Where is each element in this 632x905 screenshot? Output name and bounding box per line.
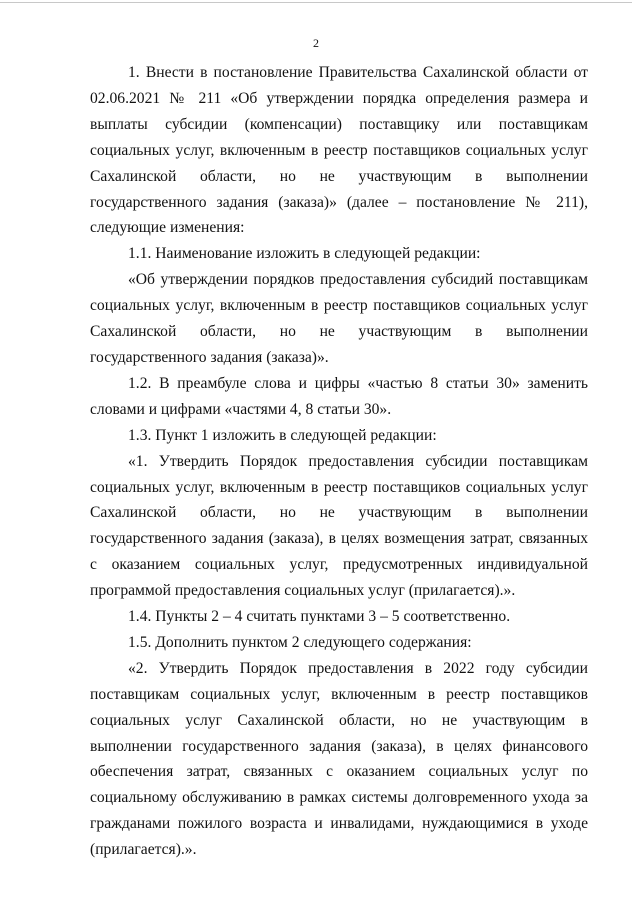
scan-top-edge [0,2,632,3]
paragraph-1-1-text: «Об утверждении порядков предоставления субсидий поставщикам социальных услуг, включенным в реестр поставщиков социальных услуг Сахалинской области, но не участвующим в выполнении государственного задания (заказа)». [90,271,588,366]
paragraph-1-1: 1.1. Наименование изложить в следующей редакции: [128,245,481,263]
paragraph-1-4: 1.4. Пункты 2 – 4 считать пунктами 3 – 5 соответственно. [128,608,511,626]
paragraph-1-5-text: «2. Утвердить Порядок предоставления в 2022 году субсидии поставщикам социальных услуг, включенным в реестр поставщиков социальных услуг Сахалинской области, но не участвующим в выполнении государственного задания (заказа), в целях финансового обеспечения затрат, связанных с оказанием социальных услуг по социальному обслуживанию в рамках системы долговременного ухода за гражданами пожилого возраста и инвалидами, нуждающимися в уходе (прилагается).». [90,659,588,859]
paragraph-1-5: 1.5. Дополнить пунктом 2 следующего содержания: [128,633,472,651]
paragraph-1-3-text: «1. Утвердить Порядок предоставления субсидии поставщикам социальных услуг, включенным в реестр поставщиков социальных услуг Сахалинской области, но не участвующим в выполнении государственного задания (заказа), в целях возмещения затрат, связанных с оказанием социальных услуг, предусмотренных индивидуальной программой предоставления социальных услуг (прилагается).». [90,452,588,600]
document-body [90,60,588,863]
paragraph-1-3: 1.3. Пункт 1 изложить в следующей редакции: [128,426,437,444]
paragraph-1-2: 1.2. В преамбуле слова и цифры «частью 8 статьи 30» заменить словами и цифрами «частями 4, 8 статьи 30». [90,374,588,418]
paragraph-amendment-intro: 1. Внести в постановление Правительства Сахалинской области от 02.06.2021 № 211 «Об утверждении порядка определения размера и выплаты субсидии (компенсации) поставщику или поставщикам социальных услуг, включенным в реестр поставщиков социальных услуг Сахалинской области, но не участвующим в выполнении государственного задания (заказа)» (далее – постановление № 211), следующие изменения: [90,64,588,237]
page-number: 2 [313,36,319,50]
